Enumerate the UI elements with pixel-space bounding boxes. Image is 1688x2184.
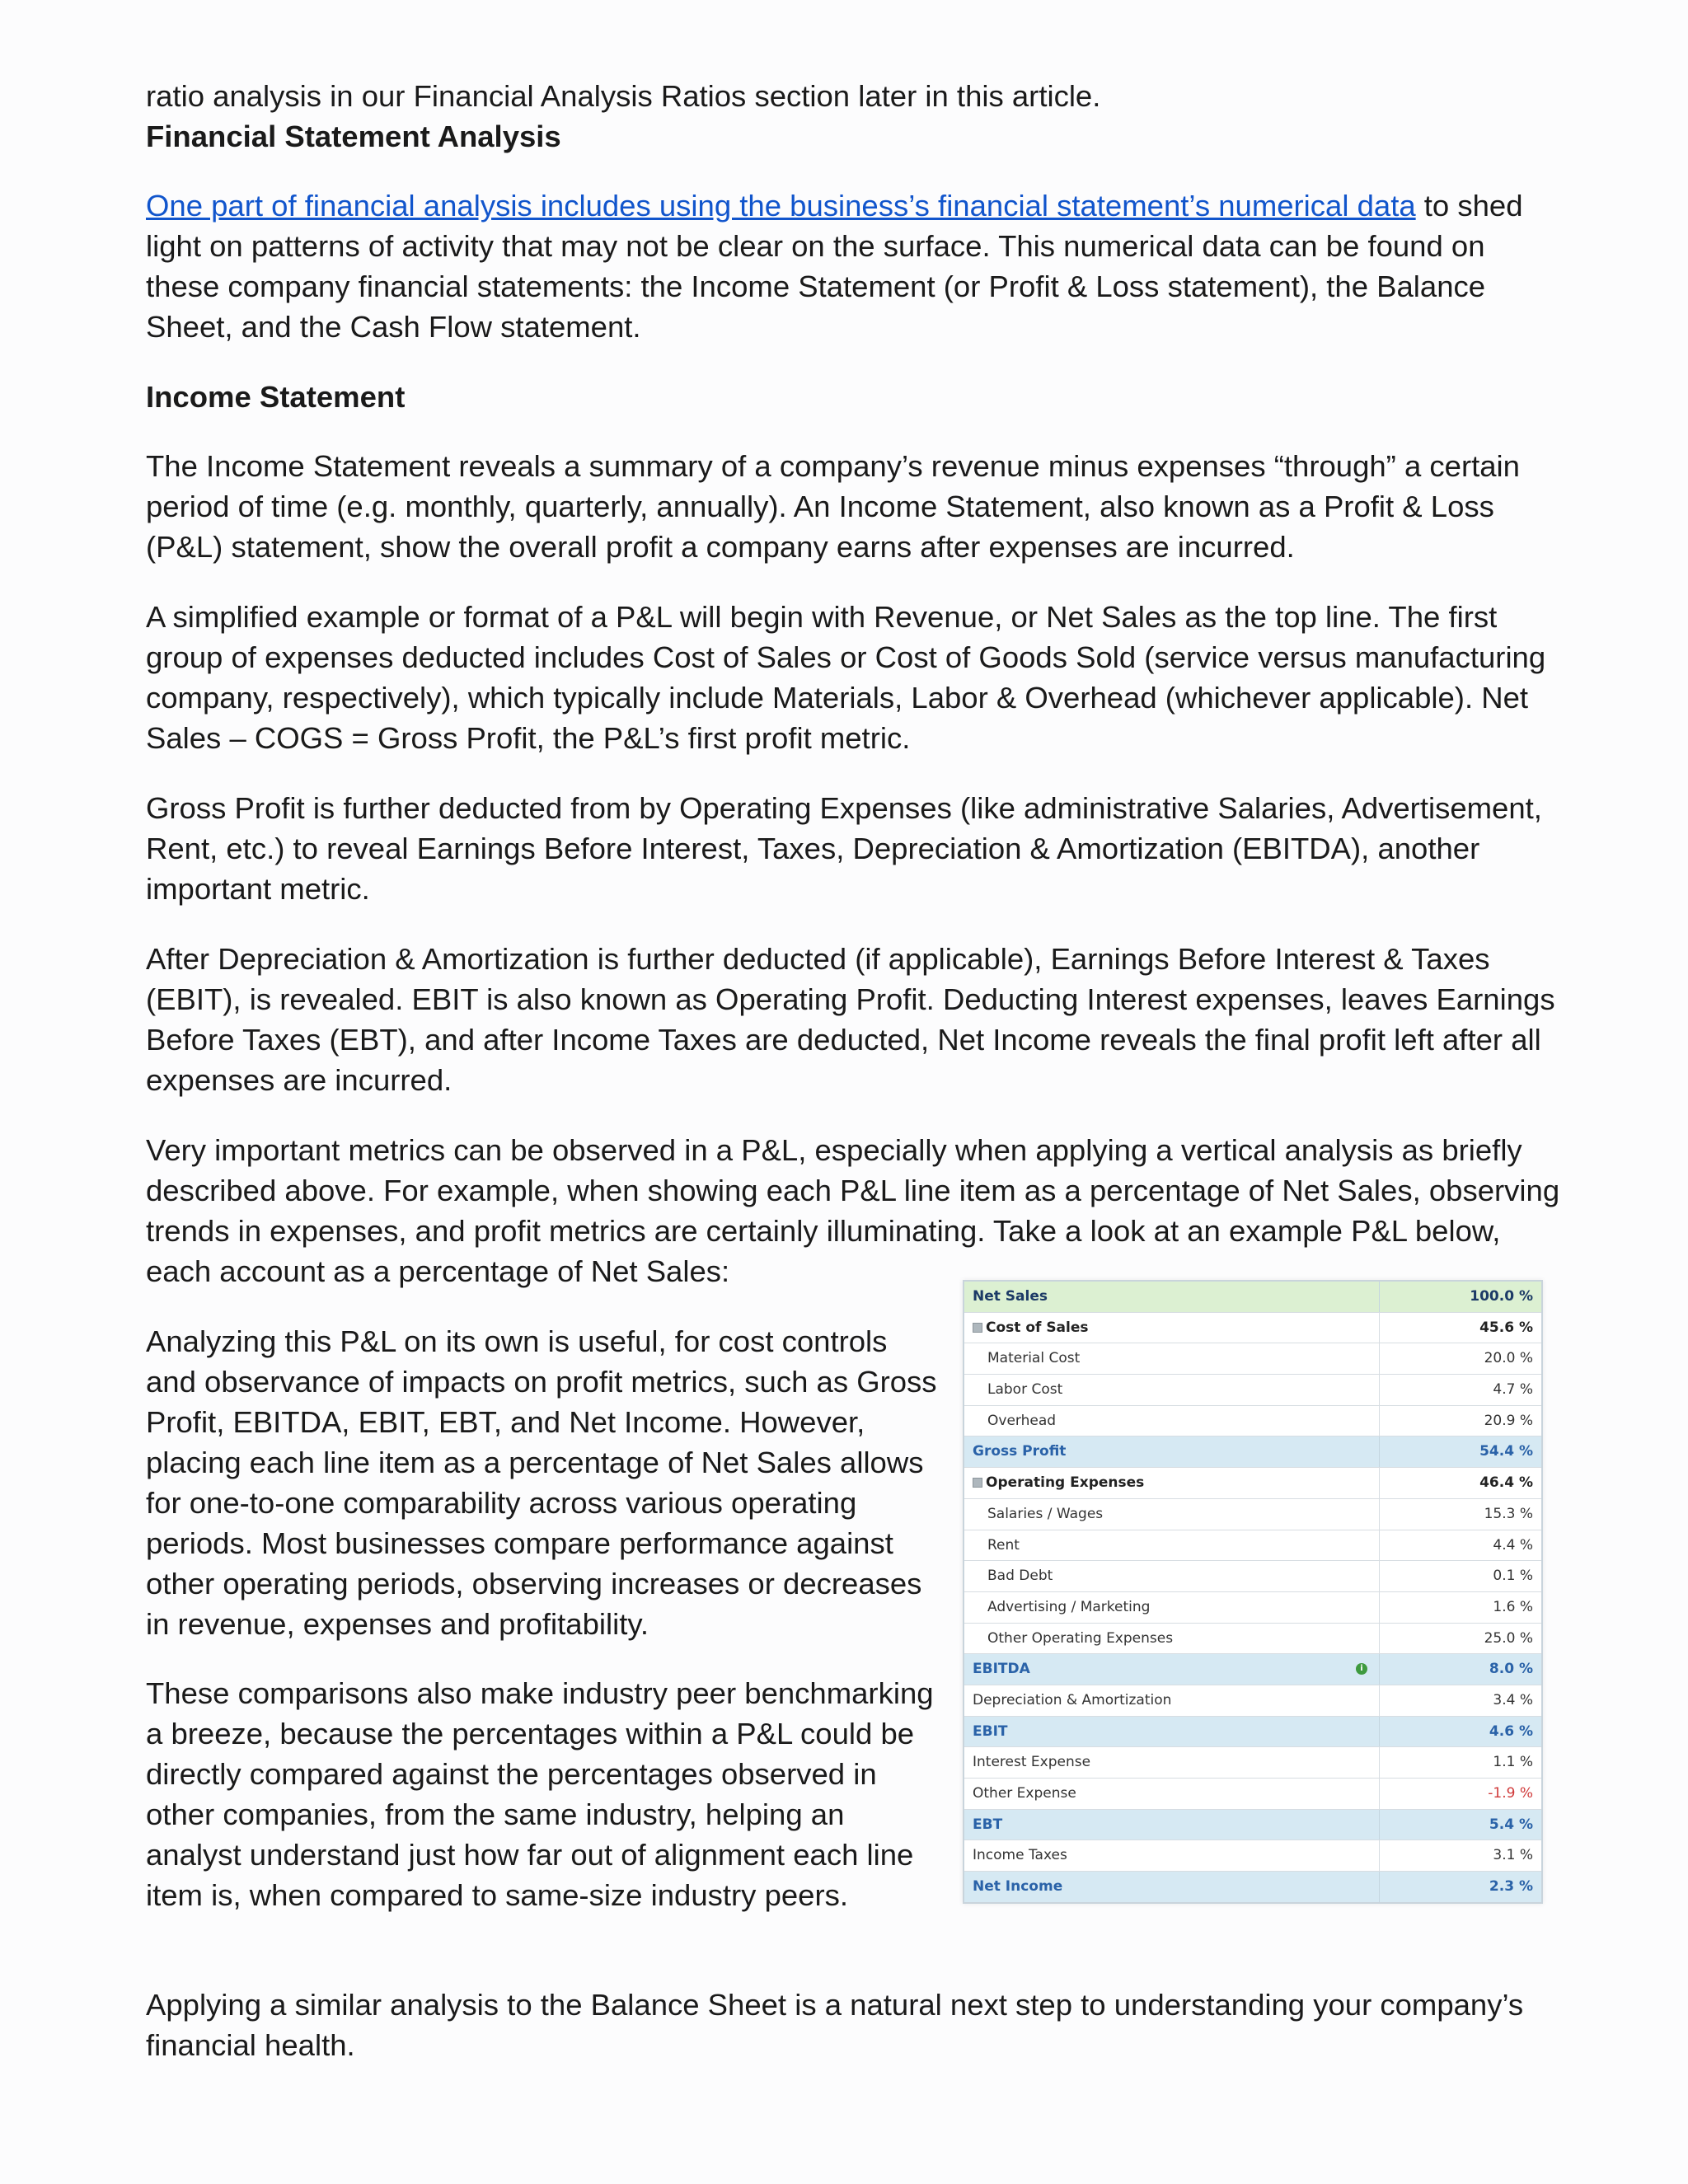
pl-row-net-sales xyxy=(964,1282,1541,1313)
pl-value: 5.4 % xyxy=(1489,1816,1533,1833)
pl-table xyxy=(963,1280,1543,1904)
pl-value: 4.4 % xyxy=(1493,1536,1533,1554)
pl-label: Other Expense xyxy=(964,1779,1380,1809)
pl-label-wrap xyxy=(964,1313,1380,1343)
collapse-toggle-icon[interactable] xyxy=(973,1478,982,1488)
pl-value: 2.3 % xyxy=(1489,1878,1533,1896)
pl-row-bad-debt xyxy=(964,1561,1541,1592)
pl-row-ebitda xyxy=(964,1654,1541,1685)
pl-label: EBT xyxy=(964,1810,1380,1840)
pl-value: -1.9 % xyxy=(1488,1785,1533,1802)
pl-value: 4.7 % xyxy=(1493,1381,1533,1399)
paragraph-gross-profit: Gross Profit is further deducted from by Operating Expenses (like administrative Salaries, Advertisement, Rent, etc.) to reveal Earnings Before Interest, Taxes, Depreciation & Amortization (EBITDA), another important metric. xyxy=(146,791,1542,906)
pl-label: Cost of Sales xyxy=(986,1319,1089,1336)
pl-label: Salaries / Wages xyxy=(964,1499,1380,1530)
paragraph-balance-sheet: Applying a similar analysis to the Balance Sheet is a natural next step to understanding your company’s financial health. xyxy=(146,1988,1524,2062)
pl-value: 3.4 % xyxy=(1493,1691,1533,1708)
pl-row-salaries xyxy=(964,1499,1541,1530)
paragraph-vertical-analysis: Very important metrics can be observed in a P&L, especially when applying a vertical analysis as briefly described above. For example, when showing each P&L line item as a percentage of Net Sales, observing trends in expenses, and profit metrics are certainly illuminating. Take a look at an example P&L below, each account as a percentage of Net Sales: xyxy=(146,1133,1560,1288)
pl-label: Gross Profit xyxy=(964,1436,1380,1467)
pl-label: Interest Expense xyxy=(964,1747,1380,1778)
pl-value: 1.1 % xyxy=(1493,1754,1533,1771)
pl-label-wrap xyxy=(964,1468,1380,1498)
info-icon[interactable]: i xyxy=(1356,1663,1367,1675)
pl-label: Labor Cost xyxy=(964,1375,1380,1405)
pl-value: 4.6 % xyxy=(1489,1722,1533,1740)
pl-value: 3.1 % xyxy=(1493,1847,1533,1864)
pl-row-other-expense xyxy=(964,1779,1541,1810)
paragraph-benchmarking: These comparisons also make industry peer benchmarking a breeze, because the percentages within a P&L could be directly compared against the percentages observed in other companies, from the same industry, helping an analyst understand just how far out of alignment each line item is, when compared to same-size industry peers. xyxy=(146,1676,934,1912)
pl-row-rent xyxy=(964,1530,1541,1562)
pl-row-operating-expenses[interactable] xyxy=(964,1468,1541,1499)
intro-line: ratio analysis in our Financial Analysis Ratios section later in this article. xyxy=(146,79,1101,113)
pl-label: Rent xyxy=(964,1530,1380,1561)
pl-value: 45.6 % xyxy=(1479,1319,1533,1336)
pl-row-cost-of-sales[interactable] xyxy=(964,1313,1541,1344)
pl-label: Income Taxes xyxy=(964,1840,1380,1871)
pl-value: 20.9 % xyxy=(1484,1412,1533,1429)
pl-row-material-cost xyxy=(964,1343,1541,1375)
financial-data-link[interactable]: One part of financial analysis includes using the business’s financial statement’s numerical data xyxy=(146,189,1416,223)
pl-value: 46.4 % xyxy=(1479,1474,1533,1492)
pl-label-wrap xyxy=(964,1654,1380,1685)
pl-value: 20.0 % xyxy=(1484,1350,1533,1367)
pl-label: Overhead xyxy=(964,1406,1380,1436)
pl-label: Operating Expenses xyxy=(986,1474,1145,1492)
pl-label: Net Sales xyxy=(964,1282,1380,1312)
collapse-toggle-icon[interactable] xyxy=(973,1323,982,1333)
pl-label: Advertising / Marketing xyxy=(964,1592,1380,1623)
pl-label: EBIT xyxy=(964,1717,1380,1747)
pl-row-ebit xyxy=(964,1717,1541,1748)
paragraph-income-statement: The Income Statement reveals a summary of a company’s revenue minus expenses “through” a certain period of time (e.g. monthly, quarterly, annually). An Income Statement, also known as a Profit & Loss (P&L) statement, show the overall profit a company earns after expenses are incurred. xyxy=(146,449,1520,564)
pl-label: EBITDA xyxy=(973,1661,1030,1678)
pl-row-interest-expense xyxy=(964,1747,1541,1779)
pl-value: 8.0 % xyxy=(1489,1661,1533,1678)
pl-label: Depreciation & Amortization xyxy=(964,1685,1380,1716)
pl-value: 1.6 % xyxy=(1493,1598,1533,1615)
pl-label: Bad Debt xyxy=(964,1561,1380,1591)
heading-income-statement: Income Statement xyxy=(146,380,406,414)
pl-row-overhead xyxy=(964,1406,1541,1437)
pl-value: 54.4 % xyxy=(1479,1443,1533,1460)
pl-row-ebt xyxy=(964,1810,1541,1841)
pl-value: 100.0 % xyxy=(1470,1288,1533,1305)
pl-row-income-taxes xyxy=(964,1840,1541,1872)
pl-value: 0.1 % xyxy=(1493,1568,1533,1585)
pl-row-other-operating xyxy=(964,1624,1541,1655)
pl-row-net-income xyxy=(964,1872,1541,1902)
paragraph-financial-analysis xyxy=(146,185,1564,347)
pl-label: Other Operating Expenses xyxy=(964,1624,1380,1654)
pl-row-labor-cost xyxy=(964,1375,1541,1406)
paragraph-analyzing-pl: Analyzing this P&L on its own is useful, for cost controls and observance of impacts on profit metrics, such as Gross Profit, EBITDA, EBIT, EBT, and Net Income. However, placing each line item as a percentage of Net Sales allows for one-to-one comparability across various operating periods. Most businesses compare performance against other operating periods, observing increases or decreases in revenue, expenses and profitability. xyxy=(146,1324,937,1641)
pl-row-gross-profit xyxy=(964,1436,1541,1468)
paragraph-ebit: After Depreciation & Amortization is further deducted (if applicable), Earnings Before Interest & Taxes (EBIT), is revealed. EBIT is also known as Operating Profit. Deducting Interest expenses, leaves Earnings Before Taxes (EBT), and after Income Taxes are deducted, Net Income reveals the final profit left after all expenses are incurred. xyxy=(146,942,1555,1097)
pl-value: 25.0 % xyxy=(1484,1629,1533,1647)
heading-financial-statement-analysis: Financial Statement Analysis xyxy=(146,120,561,153)
pl-label: Net Income xyxy=(964,1872,1380,1902)
pl-row-depreciation xyxy=(964,1685,1541,1717)
pl-label: Material Cost xyxy=(964,1343,1380,1374)
paragraph-financial-analysis-rest: to shed light on patterns of activity that may not be clear on the surface. This numerical data can be found on these company financial statements: the Income Statement (or Profit & Loss statement), the Balance Sheet, and the Cash Flow statement. xyxy=(146,189,1523,344)
paragraph-pl-format: A simplified example or format of a P&L will begin with Revenue, or Net Sales as the top line. The first group of expenses deducted includes Cost of Sales or Cost of Goods Sold (service versus manufacturing company, respectively), which typically include Materials, Labor & Overhead (whichever applicable). Net Sales – COGS = Gross Profit, the P&L’s first profit metric. xyxy=(146,600,1546,755)
pl-row-advertising xyxy=(964,1592,1541,1624)
pl-value: 15.3 % xyxy=(1484,1505,1533,1522)
